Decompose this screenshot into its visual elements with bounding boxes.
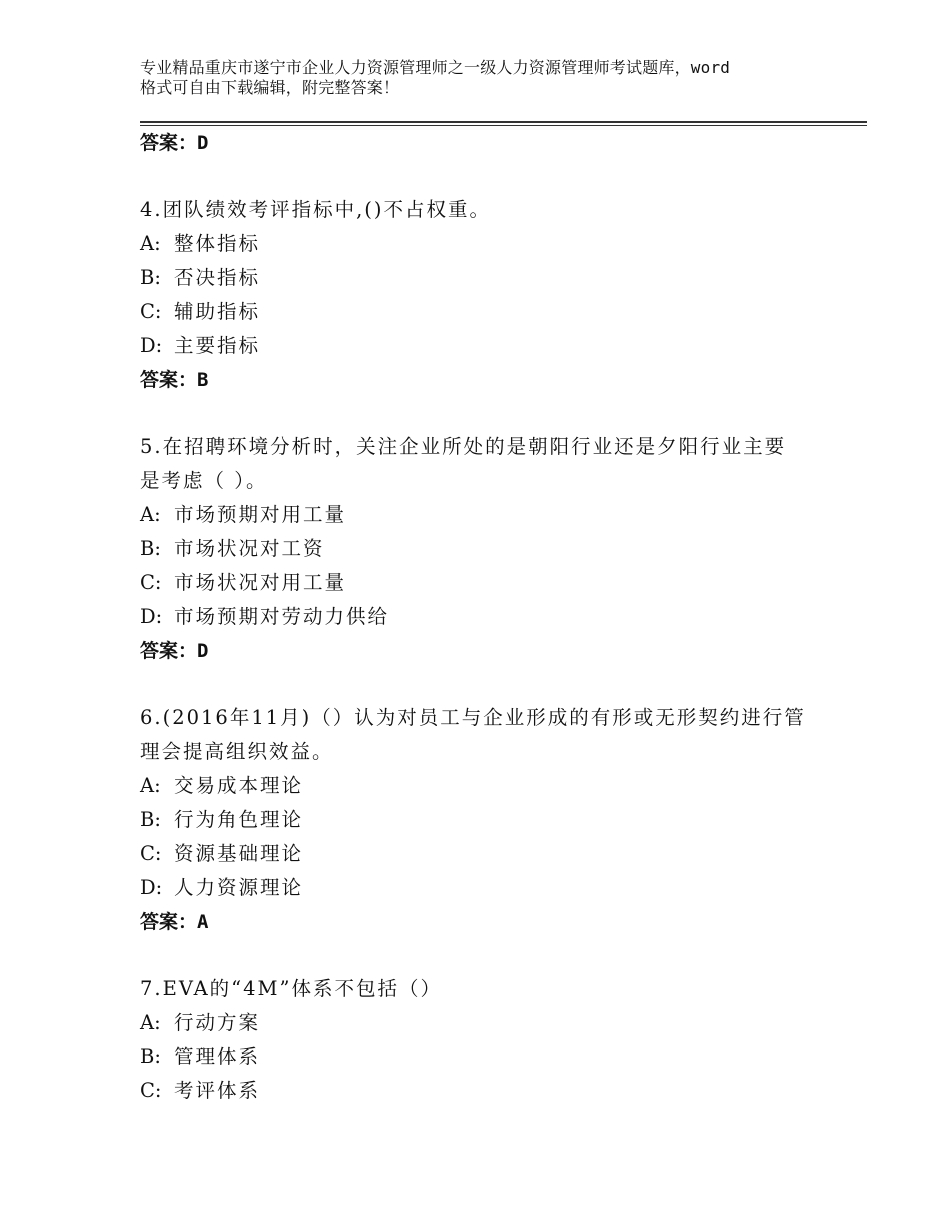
option-label: C: bbox=[140, 1079, 162, 1102]
option-label: A: bbox=[140, 232, 161, 255]
option-d bbox=[140, 600, 820, 634]
option-b bbox=[140, 532, 820, 566]
option-label: C: bbox=[140, 300, 162, 323]
option-label: B: bbox=[140, 808, 161, 831]
option-c bbox=[140, 295, 820, 329]
question-stem: 4.团队绩效考评指标中,()不占权重。 bbox=[140, 198, 492, 221]
question-5 bbox=[140, 430, 820, 668]
option-label: B: bbox=[140, 537, 161, 560]
option-a bbox=[140, 1006, 820, 1040]
question-list bbox=[140, 126, 820, 1108]
option-text: 市场预期对劳动力供给 bbox=[174, 605, 390, 628]
option-label: D: bbox=[140, 605, 163, 628]
option-text: 人力资源理论 bbox=[174, 876, 304, 899]
option-text: 交易成本理论 bbox=[174, 774, 304, 797]
question-stem: 7.EVA的“4M”体系不包括（） bbox=[140, 977, 442, 1000]
option-text: 否决指标 bbox=[174, 266, 261, 289]
option-text: 考评体系 bbox=[174, 1079, 261, 1102]
option-text: 行为角色理论 bbox=[174, 808, 304, 831]
option-b bbox=[140, 1040, 820, 1074]
option-b bbox=[140, 803, 820, 837]
question-stem-continued: 理会提高组织效益。 bbox=[140, 740, 334, 763]
question-stem: 5.在招聘环境分析时，关注企业所处的是朝阳行业还是夕阳行业主要 bbox=[140, 435, 787, 458]
option-d bbox=[140, 329, 820, 363]
option-c bbox=[140, 837, 820, 871]
option-text: 管理体系 bbox=[174, 1045, 261, 1068]
option-label: D: bbox=[140, 876, 163, 899]
previous-answer: 答案：D bbox=[140, 132, 209, 154]
option-a bbox=[140, 769, 820, 803]
question-6 bbox=[140, 701, 820, 939]
answer: 答案：B bbox=[140, 369, 209, 391]
option-text: 整体指标 bbox=[174, 232, 261, 255]
option-d bbox=[140, 871, 820, 905]
option-text: 主要指标 bbox=[174, 334, 261, 357]
answer: 答案：A bbox=[140, 911, 209, 933]
header-line-2: 格式可自由下载编辑，附完整答案！ bbox=[140, 78, 400, 97]
question-7 bbox=[140, 972, 820, 1108]
option-c bbox=[140, 1074, 820, 1108]
option-a bbox=[140, 498, 820, 532]
option-label: A: bbox=[140, 774, 161, 797]
option-label: A: bbox=[140, 1011, 161, 1034]
option-text: 资源基础理论 bbox=[174, 842, 304, 865]
question-stem-continued: 是考虑（ ）。 bbox=[140, 469, 268, 492]
option-text: 市场状况对用工量 bbox=[174, 571, 347, 594]
option-text: 行动方案 bbox=[174, 1011, 261, 1034]
spacer bbox=[140, 939, 820, 972]
question-stem: 6.(2016年11月)（）认为对员工与企业形成的有形或无形契约进行管 bbox=[140, 706, 806, 729]
header-line-1: 专业精品重庆市遂宁市企业人力资源管理师之一级人力资源管理师考试题库，word bbox=[140, 58, 731, 77]
option-label: C: bbox=[140, 842, 162, 865]
question-4 bbox=[140, 193, 820, 397]
option-label: B: bbox=[140, 1045, 161, 1068]
option-label: D: bbox=[140, 334, 163, 357]
option-label: B: bbox=[140, 266, 161, 289]
option-c bbox=[140, 566, 820, 600]
option-a bbox=[140, 227, 820, 261]
spacer bbox=[140, 668, 820, 701]
answer: 答案：D bbox=[140, 640, 209, 662]
option-text: 市场预期对用工量 bbox=[174, 503, 347, 526]
option-text: 市场状况对工资 bbox=[174, 537, 325, 560]
option-text: 辅助指标 bbox=[174, 300, 261, 323]
spacer bbox=[140, 160, 820, 193]
header-divider-thick bbox=[140, 121, 867, 123]
spacer bbox=[140, 397, 820, 430]
option-label: C: bbox=[140, 571, 162, 594]
option-label: A: bbox=[140, 503, 161, 526]
option-b bbox=[140, 261, 820, 295]
document-header bbox=[140, 58, 820, 98]
